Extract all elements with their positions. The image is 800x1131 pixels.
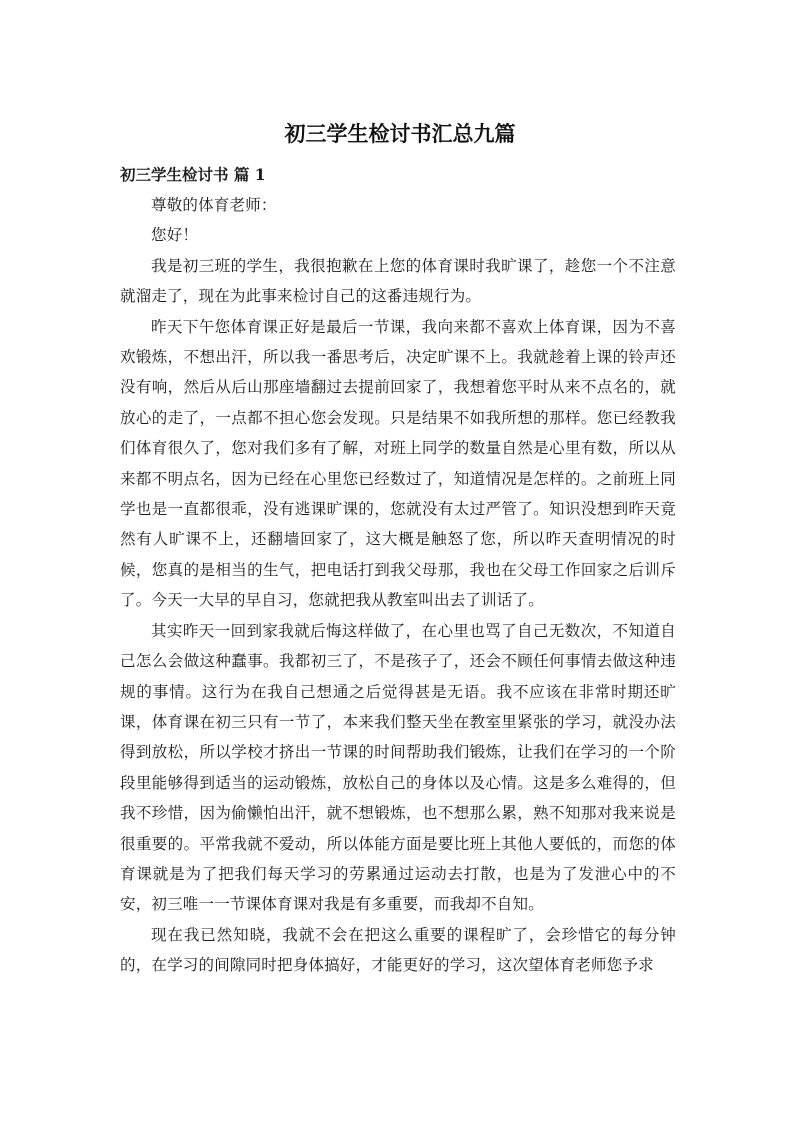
body-paragraph: 现在我已然知晓，我就不会在把这么重要的课程旷了，会珍惜它的每分钟的，在学习的间隙同时把身体搞好，才能更好的学习，这次望体育老师您予求 (120, 925, 676, 975)
body-paragraph: 我是初三班的学生，我很抱歉在上您的体育课时我旷课了，趁您一个不注意就溜走了，现在为此事来检讨自己的这番违规行为。 (120, 256, 676, 306)
body-paragraph: 昨天下午您体育课正好是最后一节课，我向来都不喜欢上体育课，因为不喜欢锻炼，不想出汗，所以我一番思考后，决定旷课不上。我就趁着上课的铃声还没有响，然后从后山那座墙翻过去提前回家了，我想着您平时从来不点名的，就放心的走了，一点都不担心您会发现。只是结果不如我所想的那样。您已经教我们体育很久了，您对我们多有了解，对班上同学的数量自然是心里有数，所以从来都不明点名，因为已经在心里您已经数过了，知道情况是怎样的。之前班上同学也是一直都很乖，没有逃课旷课的，您就没有太过严管了。知识没想到昨天竟然有人旷课不上，还翻墙回家了，这大概是触怒了您，所以昨天查明情况的时候，您真的是相当的生气，把电话打到我父母那，我也在父母工作回家之后训斥了。今天一大早的早自习，您就把我从教室叫出去了训话了。 (120, 317, 676, 610)
article-heading: 初三学生检讨书 篇 1 (120, 165, 266, 184)
salutation: 尊敬的体育老师： (151, 196, 277, 214)
body-paragraph: 其实昨天一回到家我就后悔这样做了，在心里也骂了自己无数次，不知道自己怎么会做这种蠢事。我都初三了，不是孩子了，还会不顾任何事情去做这种违规的事情。这行为在我自己想通之后觉得甚是无语。我不应该在非常时期还旷课，体育课在初三只有一节了，本来我们整天坐在教室里紧张的学习，就没办法得到放松，所以学校才挤出一节课的时间帮助我们锻炼，让我们在学习的一个阶段里能够得到适当的运动锻炼，放松自己的身体以及心情。这是多么难得的，但我不珍惜，因为偷懒怕出汗，就不想锻炼，也不想那么累，熟不知那对我来说是很重要的。平常我就不爱动，所以体能方面是要比班上其他人要低的，而您的体育课就是为了把我们每天学习的劳累通过运动去打散，也是为了发泄心中的不安，初三唯一一节课体育课对我是有多重要，而我却不自知。 (120, 621, 676, 914)
article-body (120, 190, 676, 981)
document-title: 初三学生检讨书汇总九篇 (284, 122, 516, 146)
greeting: 您好！ (151, 226, 199, 245)
